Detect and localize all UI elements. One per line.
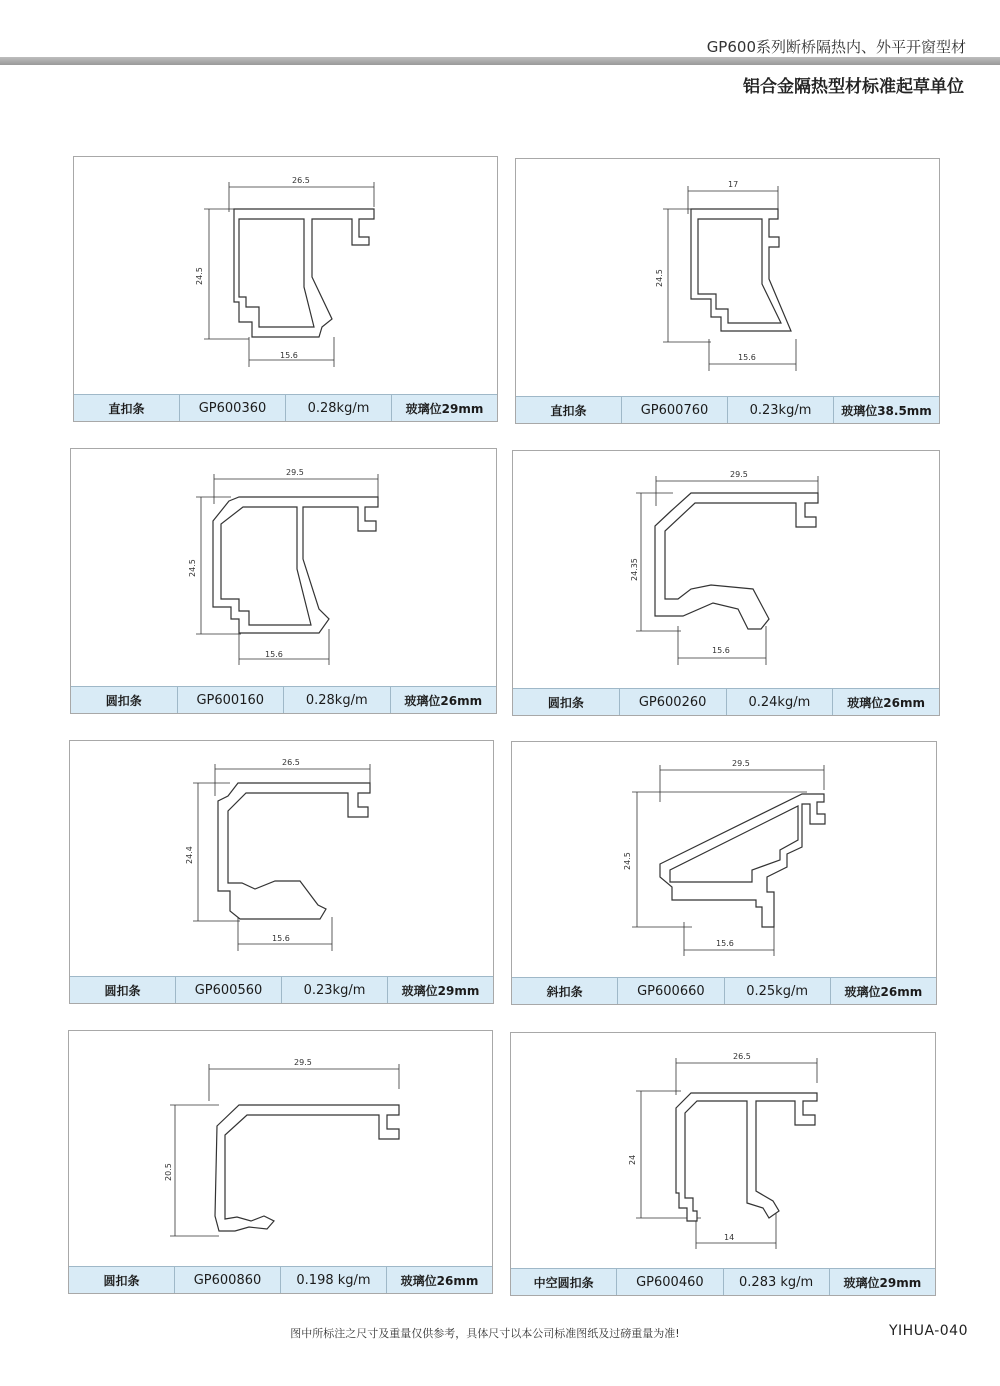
profile-weight: 0.24kg/m xyxy=(727,689,834,715)
height-dimension: 24.5 xyxy=(655,269,664,287)
profile-weight: 0.28kg/m xyxy=(286,395,392,421)
base-dimension: 15.6 xyxy=(716,939,734,948)
profile-card-GP600560 xyxy=(69,740,494,1004)
profile-code: GP600560 xyxy=(176,977,282,1003)
height-dimension: 24.5 xyxy=(623,852,632,870)
glass-position: 玻璃位26mm xyxy=(404,693,483,708)
glass-position: 玻璃位26mm xyxy=(847,695,925,710)
base-dimension: 14 xyxy=(724,1233,735,1242)
height-dimension: 24.5 xyxy=(188,559,197,577)
base-dimension: 15.6 xyxy=(272,934,290,943)
profile-card-GP600860 xyxy=(68,1030,493,1294)
base-dimension: 15.6 xyxy=(265,650,283,659)
profile-card-GP600260 xyxy=(512,450,940,716)
width-dimension: 26.5 xyxy=(282,758,300,767)
profile-type: 圆扣条 xyxy=(513,689,620,715)
profile-weight: 0.25kg/m xyxy=(725,978,831,1004)
page-code: YIHUA-040 xyxy=(889,1323,968,1339)
header-divider xyxy=(0,57,1000,65)
glass-position: 玻璃位29mm xyxy=(401,983,480,998)
profile-code: GP600360 xyxy=(180,395,286,421)
base-dimension: 15.6 xyxy=(738,353,756,362)
disclaimer-note: 图中所标注之尺寸及重量仅供参考，具体尺寸以本公司标准图纸及过磅重量为准! xyxy=(290,1327,680,1340)
spec-bar xyxy=(512,977,936,1004)
spec-bar xyxy=(74,394,497,421)
glass-position: 玻璃位38.5mm xyxy=(841,403,932,418)
width-dimension: 29.5 xyxy=(294,1058,312,1067)
profile-code: GP600160 xyxy=(178,687,285,713)
profile-type: 斜扣条 xyxy=(512,978,618,1004)
profile-code: GP600260 xyxy=(620,689,727,715)
height-dimension: 24 xyxy=(628,1154,637,1165)
profile-weight: 0.283 kg/m xyxy=(724,1269,830,1295)
header-subtitle: 铝合金隔热型材标准起草单位 xyxy=(743,77,964,97)
profile-type: 直扣条 xyxy=(74,395,180,421)
profile-type: 圆扣条 xyxy=(71,687,178,713)
profile-drawing xyxy=(70,741,495,979)
profile-drawing xyxy=(516,159,941,399)
spec-bar xyxy=(71,686,496,713)
profile-code: GP600460 xyxy=(617,1269,723,1295)
base-dimension: 15.6 xyxy=(712,646,730,655)
glass-position: 玻璃位29mm xyxy=(405,401,484,416)
profile-card-GP600360 xyxy=(73,156,498,422)
glass-position: 玻璃位26mm xyxy=(400,1273,479,1288)
profile-drawing xyxy=(511,1033,937,1271)
width-dimension: 29.5 xyxy=(730,470,748,479)
profile-card-GP600660 xyxy=(511,741,937,1005)
height-dimension: 20.5 xyxy=(164,1163,173,1181)
profile-weight: 0.23kg/m xyxy=(728,397,834,423)
glass-position: 玻璃位29mm xyxy=(843,1275,922,1290)
profile-type: 直扣条 xyxy=(516,397,622,423)
profile-type: 圆扣条 xyxy=(70,977,176,1003)
profile-weight: 0.23kg/m xyxy=(282,977,388,1003)
spec-bar xyxy=(511,1268,935,1295)
base-dimension: 15.6 xyxy=(280,351,298,360)
spec-bar xyxy=(69,1266,492,1293)
width-dimension: 29.5 xyxy=(286,468,304,477)
glass-position: 玻璃位26mm xyxy=(844,984,923,999)
height-dimension: 24.5 xyxy=(195,267,204,285)
profile-type: 中空圆扣条 xyxy=(511,1269,617,1295)
profile-drawing xyxy=(513,451,941,691)
profile-code: GP600760 xyxy=(622,397,728,423)
profile-type: 圆扣条 xyxy=(69,1267,175,1293)
height-dimension: 24.35 xyxy=(630,558,639,581)
profile-drawing xyxy=(74,157,499,397)
profile-card-GP600160 xyxy=(70,448,497,714)
spec-bar xyxy=(70,976,493,1003)
spec-bar xyxy=(513,688,939,715)
profile-weight: 0.28kg/m xyxy=(284,687,391,713)
profile-weight: 0.198 kg/m xyxy=(281,1267,387,1293)
spec-bar xyxy=(516,396,939,423)
profile-card-GP600460 xyxy=(510,1032,936,1296)
width-dimension: 29.5 xyxy=(732,759,750,768)
width-dimension: 26.5 xyxy=(733,1052,751,1061)
profile-card-GP600760 xyxy=(515,158,940,424)
series-title: GP600系列断桥隔热内、外平开窗型材 xyxy=(706,38,966,56)
profile-drawing xyxy=(71,449,498,689)
height-dimension: 24.4 xyxy=(185,846,194,864)
profile-drawing xyxy=(512,742,938,980)
profile-drawing xyxy=(69,1031,494,1269)
profile-code: GP600860 xyxy=(175,1267,281,1293)
profile-code: GP600660 xyxy=(618,978,724,1004)
width-dimension: 26.5 xyxy=(292,176,310,185)
width-dimension: 17 xyxy=(728,180,739,189)
